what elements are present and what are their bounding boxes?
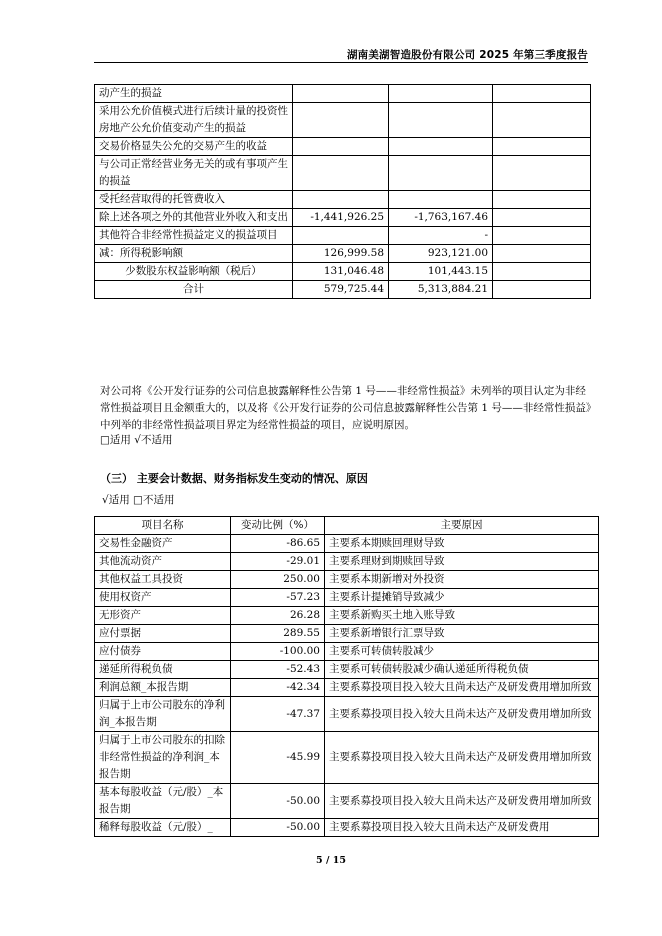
value-current-period <box>293 103 389 138</box>
table-row <box>95 263 591 281</box>
table-row <box>95 245 591 263</box>
item-name: 其他权益工具投资 <box>95 571 231 589</box>
main-reason: 主要系可转债转股减少 <box>325 643 599 661</box>
table-row <box>95 571 599 589</box>
item-name: 交易性金融资产 <box>95 535 231 553</box>
main-reason: 主要系理财到期赎回导致 <box>325 553 599 571</box>
change-ratio: -100.00 <box>231 643 325 661</box>
item-name: 基本每股收益（元/股）_本报告期 <box>95 784 231 819</box>
value-current-period: 126,999.58 <box>293 245 389 263</box>
change-ratio: 250.00 <box>231 571 325 589</box>
header-change-ratio: 变动比例（%） <box>231 517 325 535</box>
main-reason: 主要系本期新增对外投资 <box>325 571 599 589</box>
header-item-name: 项目名称 <box>95 517 231 535</box>
value-year-to-date <box>389 85 493 103</box>
item-name: 应付债券 <box>95 643 231 661</box>
table-row <box>95 784 599 819</box>
value-year-to-date: 5,313,884.21 <box>389 281 493 299</box>
item-name: 归属于上市公司股东的扣除非经常性损益的净利润_本报告期 <box>95 732 231 784</box>
value-year-to-date <box>389 156 493 191</box>
value-current-period <box>293 191 389 209</box>
main-reason: 主要系可转债转股减少确认递延所得税负债 <box>325 661 599 679</box>
item-name: 利润总额_本报告期 <box>95 679 231 697</box>
main-reason: 主要系募投项目投入较大且尚未达产及研发费用增加所致 <box>325 679 599 697</box>
value-note <box>493 191 591 209</box>
item-name: 其他流动资产 <box>95 553 231 571</box>
change-ratio: -57.23 <box>231 589 325 607</box>
item-name: 归属于上市公司股东的净利润_本报告期 <box>95 697 231 732</box>
report-header: 湖南美湖智造股份有限公司 2025 年第三季度报告 <box>346 49 588 61</box>
main-reason: 主要系募投项目投入较大且尚未达产及研发费用增加所致 <box>325 784 599 819</box>
value-current-period: -1,441,926.25 <box>293 209 389 227</box>
main-reason: 主要系募投项目投入较大且尚未达产及研发费用增加所致 <box>325 732 599 784</box>
row-label: 除上述各项之外的其他营业外收入和支出 <box>95 209 293 227</box>
change-ratio: -29.01 <box>231 553 325 571</box>
change-ratio: -42.34 <box>231 679 325 697</box>
value-year-to-date <box>389 138 493 156</box>
table-row <box>95 227 591 245</box>
table-row <box>95 819 599 837</box>
value-current-period <box>293 156 389 191</box>
row-label: 受托经营取得的托管费收入 <box>95 191 293 209</box>
value-current-period <box>293 227 389 245</box>
value-year-to-date: -1,763,167.46 <box>389 209 493 227</box>
item-name: 使用权资产 <box>95 589 231 607</box>
table-row <box>95 191 591 209</box>
row-label: 交易价格显失公允的交易产生的收益 <box>95 138 293 156</box>
change-ratio: -50.00 <box>231 784 325 819</box>
header-rule <box>94 62 588 63</box>
main-reason: 主要系计提摊销导致减少 <box>325 589 599 607</box>
applicability-option-1: □适用 √不适用 <box>100 434 173 446</box>
value-year-to-date <box>389 191 493 209</box>
item-name: 无形资产 <box>95 607 231 625</box>
table-row <box>95 643 599 661</box>
table-row <box>95 535 599 553</box>
table-row <box>95 156 591 191</box>
row-label: 减：所得税影响额 <box>95 245 293 263</box>
value-current-period: 131,046.48 <box>293 263 389 281</box>
value-year-to-date: 101,443.15 <box>389 263 493 281</box>
section-title: （三） 主要会计数据、财务指标发生变动的情况、原因 <box>100 472 368 485</box>
table-row <box>95 209 591 227</box>
value-note <box>493 263 591 281</box>
applicability-option-2: √适用 □不适用 <box>102 494 175 506</box>
table-row <box>95 85 591 103</box>
table-row <box>95 607 599 625</box>
table-row <box>95 103 591 138</box>
value-current-period <box>293 85 389 103</box>
explanation-paragraph: 对公司将《公开发行证券的公司信息披露解释性公告第 1 号——非经常性损益》未列举的项目认定为非经常性损益项目且金额重大的，以及将《公开发行证券的公司信息披露解释性公告第 1 号——非经常性损益》中列举的非经常性损益项目界定为经常性损益的项目，应说明原因。 <box>100 385 592 431</box>
table-row <box>95 679 599 697</box>
row-label: 其他符合非经常性损益定义的损益项目 <box>95 227 293 245</box>
header-main-reason: 主要原因 <box>325 517 599 535</box>
table-row <box>95 661 599 679</box>
row-label: 动产生的损益 <box>95 85 293 103</box>
main-reason: 主要系新增银行汇票导致 <box>325 625 599 643</box>
value-note <box>493 209 591 227</box>
value-note <box>493 138 591 156</box>
change-ratio: -52.43 <box>231 661 325 679</box>
table-row <box>95 589 599 607</box>
table-row <box>95 697 599 732</box>
value-current-period: 579,725.44 <box>293 281 389 299</box>
change-ratio: -45.99 <box>231 732 325 784</box>
item-name: 应付票据 <box>95 625 231 643</box>
table-row <box>95 138 591 156</box>
change-reasons-table <box>94 516 599 837</box>
value-year-to-date <box>389 103 493 138</box>
value-note <box>493 156 591 191</box>
value-note <box>493 227 591 245</box>
change-ratio: -50.00 <box>231 819 325 837</box>
change-ratio: 289.55 <box>231 625 325 643</box>
value-note <box>493 245 591 263</box>
value-note <box>493 85 591 103</box>
main-reason: 主要系本期赎回理财导致 <box>325 535 599 553</box>
table-row <box>95 553 599 571</box>
row-label: 合计 <box>95 281 293 299</box>
value-note <box>493 103 591 138</box>
main-reason: 主要系募投项目投入较大且尚未达产及研发费用 <box>325 819 599 837</box>
main-reason: 主要系募投项目投入较大且尚未达产及研发费用增加所致 <box>325 697 599 732</box>
change-ratio: -86.65 <box>231 535 325 553</box>
item-name: 稀释每股收益（元/股）_ <box>95 819 231 837</box>
value-year-to-date: - <box>389 227 493 245</box>
main-reason: 主要系新购买土地入账导致 <box>325 607 599 625</box>
value-note <box>493 281 591 299</box>
table-row <box>95 625 599 643</box>
change-ratio: -47.37 <box>231 697 325 732</box>
non-recurring-gains-table <box>94 84 591 299</box>
table-header-row <box>95 517 599 535</box>
page-number: 5 / 15 <box>316 855 346 866</box>
item-name: 递延所得税负债 <box>95 661 231 679</box>
table-row <box>95 732 599 784</box>
row-label: 与公司正常经营业务无关的或有事项产生的损益 <box>95 156 293 191</box>
row-label: 采用公允价值模式进行后续计量的投资性房地产公允价值变动产生的损益 <box>95 103 293 138</box>
row-label: 少数股东权益影响额（税后） <box>95 263 293 281</box>
value-year-to-date: 923,121.00 <box>389 245 493 263</box>
change-ratio: 26.28 <box>231 607 325 625</box>
value-current-period <box>293 138 389 156</box>
table-row <box>95 281 591 299</box>
